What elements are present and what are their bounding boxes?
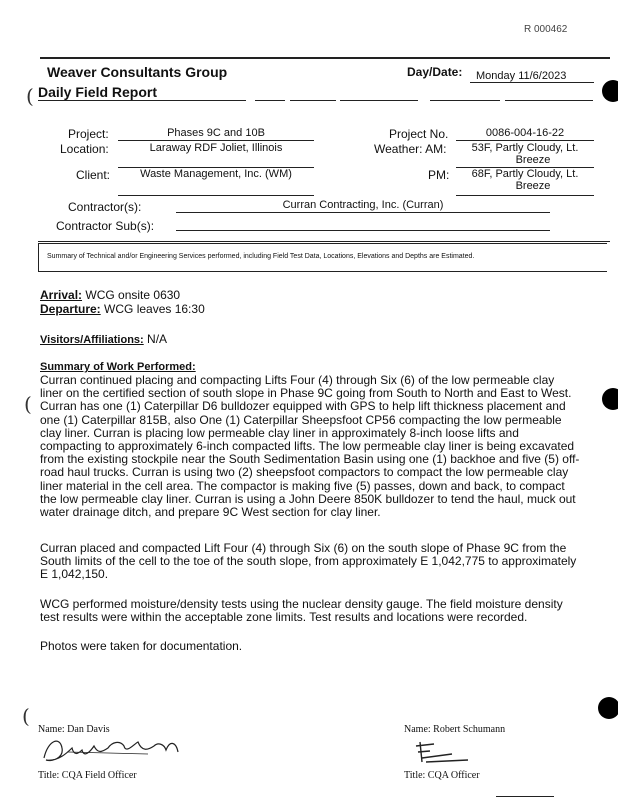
paragraph-line: road haul trucks. Curran is using two (2) sheepsfoot compactors to compact the low permeable clay xyxy=(40,465,569,480)
contractors-label: Contractor(s): xyxy=(68,200,142,214)
paragraph-line: one (1) Caterpillar 815B, also One (1) Caterpillar Sheepsfoot CP56 compacting the low permeable xyxy=(40,412,562,427)
weather-am-line2: Breeze xyxy=(515,154,551,166)
weather-pm-line1: 68F, Partly Cloudy, Lt. xyxy=(471,168,579,180)
weather-pm-line2: Breeze xyxy=(515,180,551,192)
left-signer-title: Title: CQA Field Officer xyxy=(38,770,137,781)
day-date-value: Monday 11/6/2023 xyxy=(476,70,567,82)
work-paragraph-4: Photos were taken for documentation. xyxy=(40,639,243,653)
margin-bracket-top: ( xyxy=(26,84,34,108)
departure-row xyxy=(40,302,205,316)
work-paragraph-2 xyxy=(40,542,592,582)
margin-bracket-middle: ( xyxy=(24,392,32,416)
report-title: Daily Field Report xyxy=(38,84,158,100)
right-signer-title: Title: CQA Officer xyxy=(404,770,480,781)
margin-bracket-bottom: ( xyxy=(22,704,30,728)
departure-label: Departure: xyxy=(40,302,101,316)
hole-punch-middle xyxy=(602,388,618,410)
location-value: Laraway RDF Joliet, Illinois xyxy=(149,142,283,154)
departure-value: WCG leaves 16:30 xyxy=(104,302,205,316)
paragraph-line: liner material in the cell area. The compactor is making five (5) passes, down and back, to compact xyxy=(40,478,565,493)
company-name: Weaver Consultants Group xyxy=(47,64,228,80)
paragraph-line: Curran continued placing and compacting Lifts Four (4) through Six (6) of the low permeable clay xyxy=(40,373,555,387)
project-label: Project: xyxy=(68,127,109,141)
paragraph-line: Curran has one (1) Caterpillar D6 bulldozer equipped with GPS to help lift thickness placement and xyxy=(40,399,566,414)
paragraph-line: WCG performed moisture/density tests using the nuclear density gauge. The field moisture density xyxy=(40,597,563,611)
paragraph-line: test results were within the acceptable zone limits. Test results and locations were recorded. xyxy=(40,610,528,625)
right-signer-name: Name: Robert Schumann xyxy=(404,724,506,735)
work-paragraph-1 xyxy=(40,374,592,519)
visitors-row xyxy=(40,332,167,346)
summary-note: Summary of Technical and/or Engineering Services performed, including Field Test Data, Locations, Elevations and Depths are Estimated. xyxy=(47,253,475,260)
hole-punch-top xyxy=(602,80,618,102)
paragraph-line: from the existing stockpile near the South Sedimentation Basin using one (1) backhoe and five (5) off- xyxy=(40,452,580,467)
paragraph-line: South limits of the cell to the toe of the south slope, from approximately E 1,042,775 to approximately xyxy=(40,554,577,569)
weather-pm-label: PM: xyxy=(428,168,450,182)
project-number-value: 0086-004-16-22 xyxy=(485,127,565,139)
hole-punch-bottom xyxy=(598,697,618,719)
paragraph-line: compacting to approximately 6-inch compacted lifts. The low permeable clay liner is being excavated xyxy=(40,439,575,454)
paragraph-line: water drainage ditch, and prepare 9C West section for clay liner. xyxy=(40,505,381,520)
right-signature-image xyxy=(412,736,472,766)
work-paragraph-3 xyxy=(40,598,592,624)
paragraph-line: Curran placed and compacted Lift Four (4) through Six (6) on the south slope of Phase 9C from the xyxy=(40,541,567,555)
weather-am-line1: 53F, Partly Cloudy, Lt. xyxy=(471,142,579,154)
day-date-label: Day/Date: xyxy=(407,65,463,79)
left-signature-image xyxy=(38,732,188,768)
work-heading: Summary of Work Performed: xyxy=(40,361,196,373)
paragraph-line: liner on the certified section of south slope in Phase 9C going from South to North and East to West. xyxy=(40,386,572,401)
location-label: Location: xyxy=(60,142,109,156)
arrival-label: Arrival: xyxy=(40,288,83,302)
bates-stamp: R 000462 xyxy=(524,24,568,35)
visitors-label: Visitors/Affiliations: xyxy=(40,334,144,346)
summary-note-box xyxy=(38,243,607,272)
arrival-value: WCG onsite 0630 xyxy=(85,288,181,302)
paragraph-line: the low permeable clay liner. Curran is using a John Deere 850K bulldozer to tend the haul, muck out xyxy=(40,491,576,506)
paragraph-line: clay liner. Curran is placing low permeable clay liner in approximately 8-inch loose lifts and xyxy=(40,425,519,440)
visitors-value: N/A xyxy=(147,332,168,346)
project-value: Phases 9C and 10B xyxy=(167,127,265,139)
project-number-label: Project No. xyxy=(389,127,449,141)
contractors-value: Curran Contracting, Inc. (Curran) xyxy=(282,199,444,211)
left-signer-name: Name: Dan Davis xyxy=(38,724,110,735)
contractor-subs-label: Contractor Sub(s): xyxy=(56,219,155,233)
client-label: Client: xyxy=(76,168,111,182)
arrival-row xyxy=(40,288,180,302)
client-value: Waste Management, Inc. (WM) xyxy=(140,168,292,180)
paragraph-line: E 1,042,150. xyxy=(40,567,109,582)
weather-am-label: Weather: AM: xyxy=(374,142,447,156)
